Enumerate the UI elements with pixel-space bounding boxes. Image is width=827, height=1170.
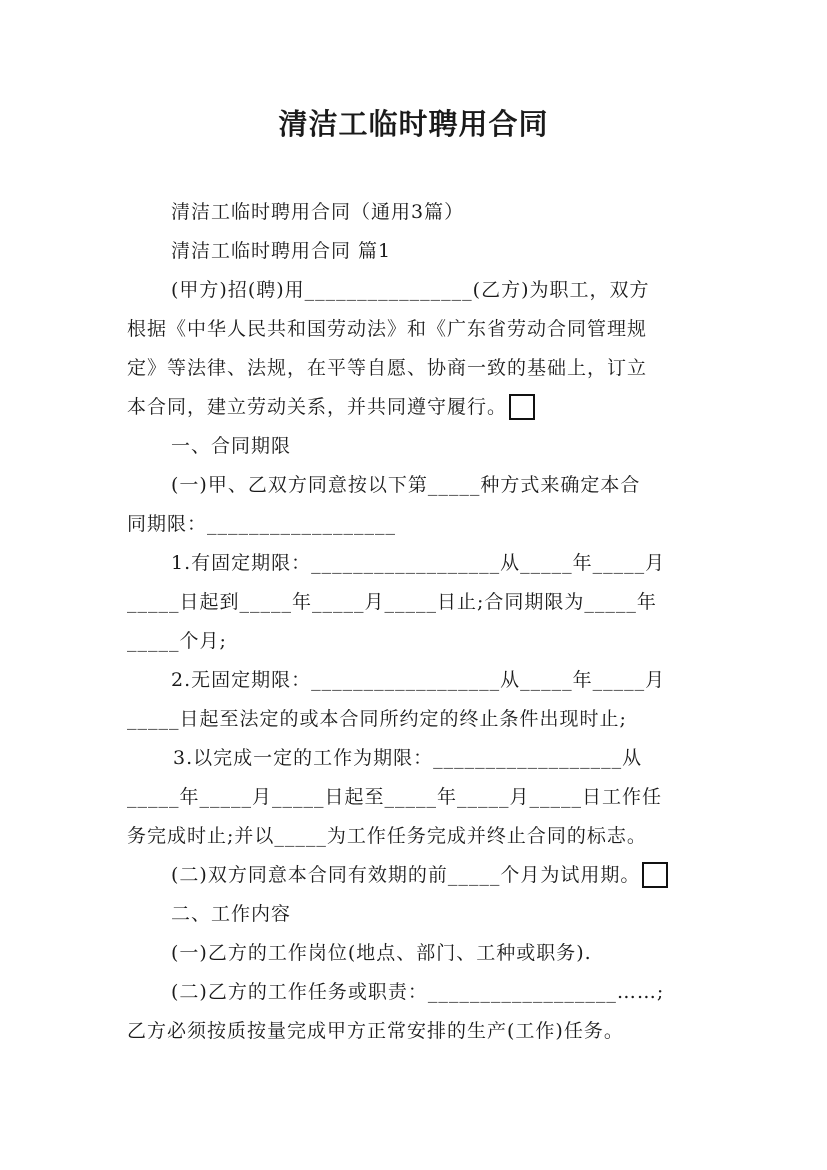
paragraph-line: 务完成时止;并以_____为工作任务完成并终止合同的标志。 — [127, 825, 647, 847]
paragraph-line-with-box — [127, 856, 710, 895]
paragraph-line: _____日起至法定的或本合同所约定的终止条件出现时止; — [127, 708, 627, 730]
paragraph-line: (二)乙方的工作任务或职责：__________________……; — [171, 981, 665, 1003]
checkbox-square — [642, 862, 668, 888]
paragraph-line: 1.有固定期限：__________________从_____年_____月 — [171, 552, 666, 574]
paragraph-line: _____年_____月_____日起至_____年_____月_____日工作任 — [127, 786, 663, 808]
paragraph-line: (一)甲、乙双方同意按以下第_____种方式来确定本合 — [171, 474, 641, 496]
clause-heading: 二、工作内容 — [171, 903, 292, 925]
section-heading: 清洁工临时聘用合同 篇1 — [171, 240, 392, 262]
subtitle-line: 清洁工临时聘用合同（通用3篇） — [171, 201, 465, 223]
paragraph-line: 定》等法律、法规，在平等自愿、协商一致的基础上，订立 — [127, 357, 648, 379]
paragraph-text: (二)双方同意本合同有效期的前_____个月为试用期。 — [171, 864, 641, 886]
paragraph-line: (甲方)招(聘)用________________(乙方)为职工，双方 — [171, 279, 650, 301]
paragraph-line: (一)乙方的工作岗位(地点、部门、工种或职务). — [171, 942, 592, 964]
checkbox-square — [509, 394, 535, 420]
paragraph-line: 同期限：__________________ — [127, 513, 397, 535]
paragraph-line: 2.无固定期限：__________________从_____年_____月 — [171, 669, 666, 691]
paragraph-line: 根据《中华人民共和国劳动法》和《广东省劳动合同管理规 — [127, 318, 648, 340]
paragraph-line: _____日起到_____年_____月_____日止;合同期限为_____年 — [127, 591, 657, 613]
document-body — [127, 193, 710, 1051]
paragraph-line-with-box — [127, 388, 710, 427]
paragraph-line: 3.以完成一定的工作为期限：__________________从 — [173, 747, 643, 769]
document-title: 清洁工临时聘用合同 — [278, 107, 549, 141]
paragraph-line: _____个月; — [127, 630, 227, 652]
paragraph-line: 乙方必须按质按量完成甲方正常安排的生产(工作)任务。 — [127, 1020, 624, 1042]
clause-heading: 一、合同期限 — [171, 435, 292, 457]
paragraph-text: 本合同，建立劳动关系，并共同遵守履行。 — [127, 396, 508, 418]
